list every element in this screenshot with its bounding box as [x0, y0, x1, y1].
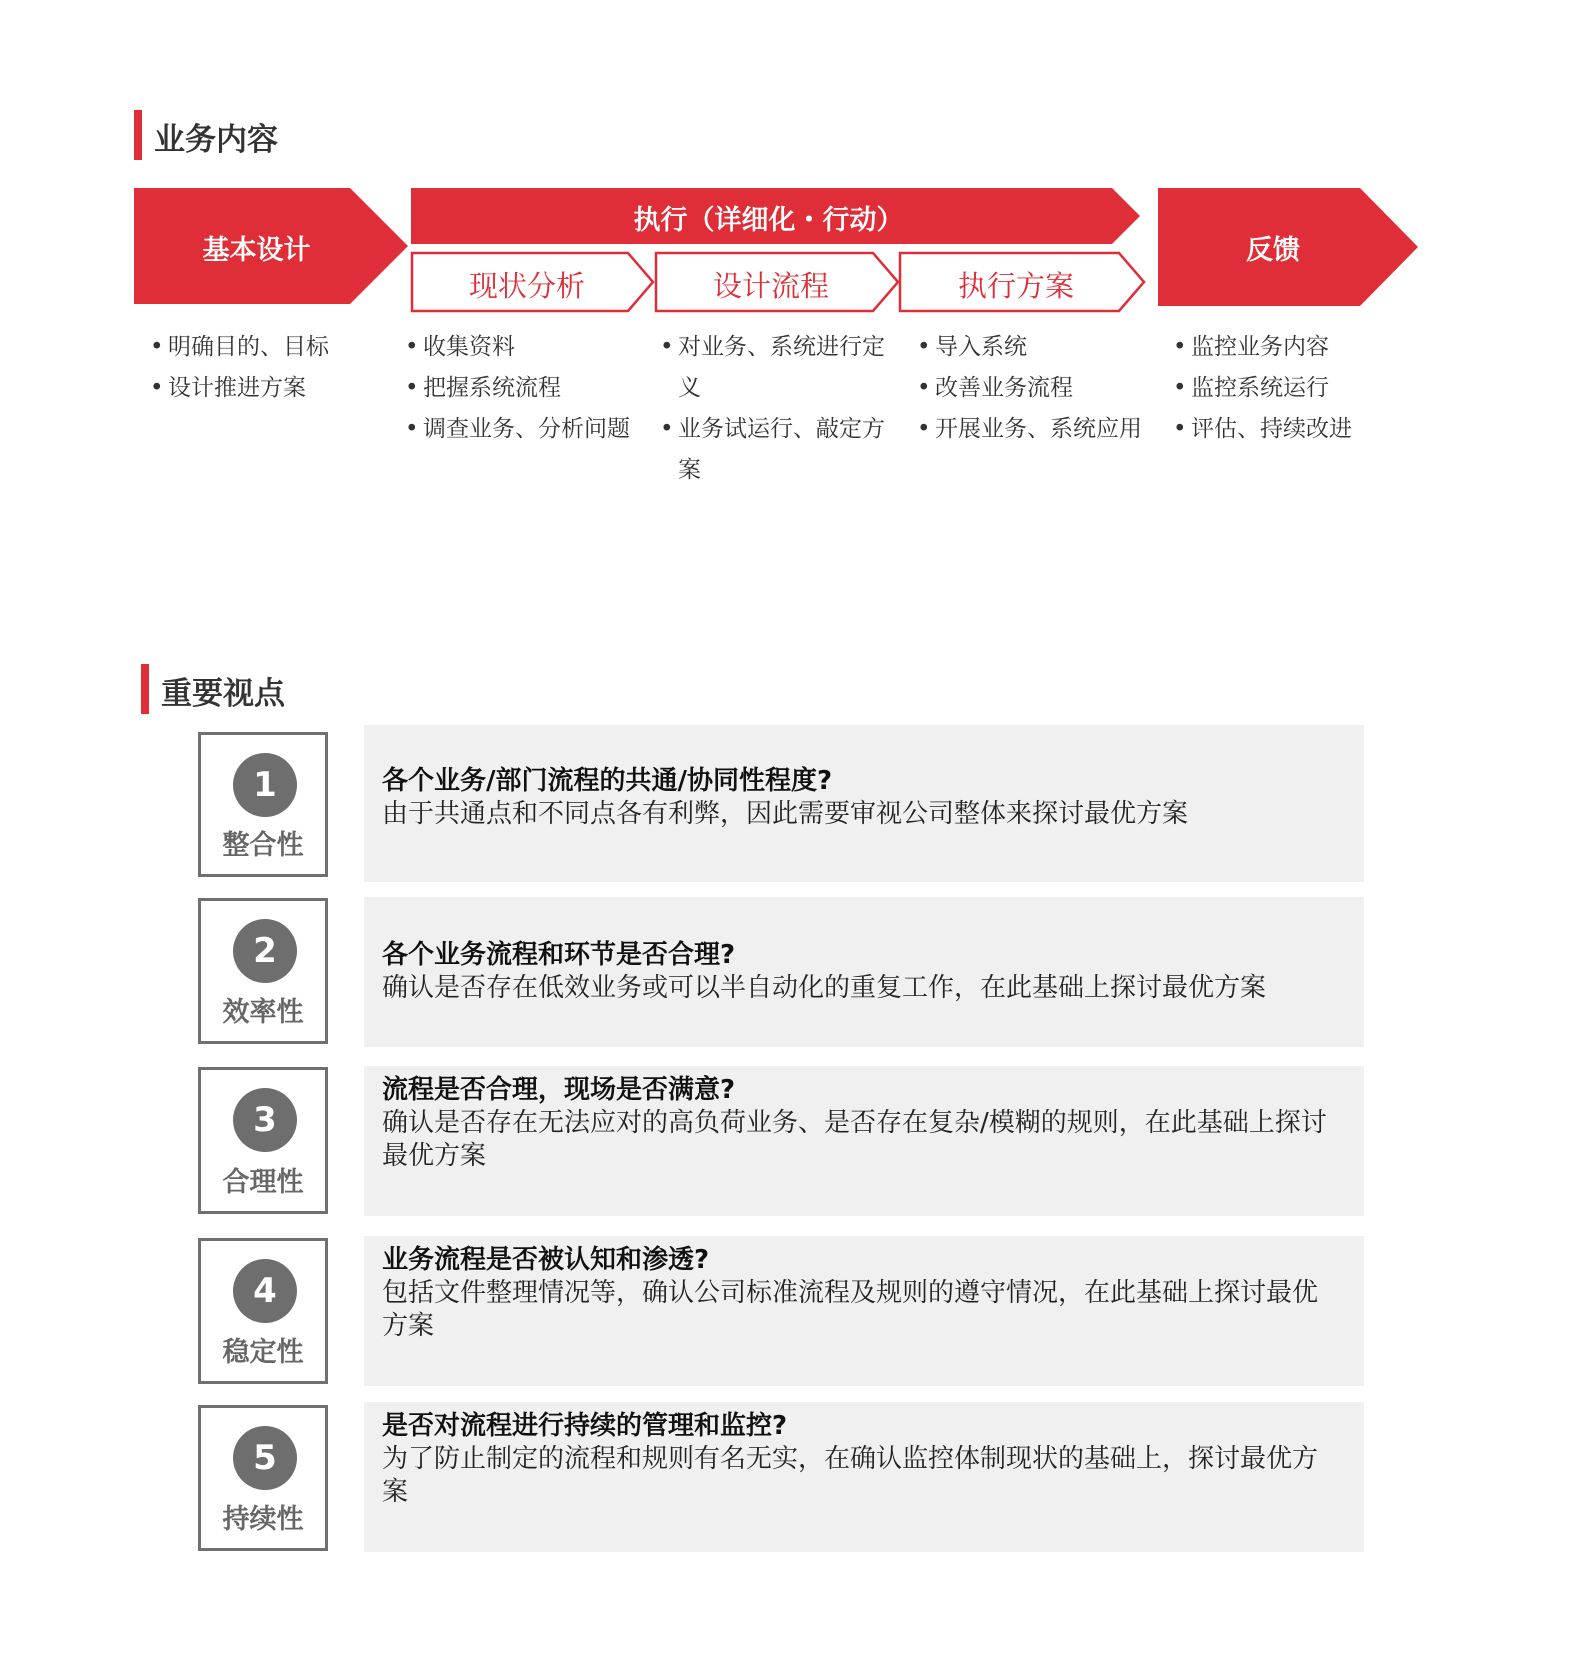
list-item: • 监控业务内容	[1173, 327, 1398, 368]
list-item: • 导入系统	[917, 327, 1162, 368]
viewpoint-question: 各个业务/部门流程的共通/协同性程度?	[382, 766, 833, 796]
viewpoint-question: 流程是否合理，现场是否满意?	[382, 1075, 736, 1105]
viewpoint-card-4	[198, 1238, 328, 1384]
viewpoint-description: 由于共通点和不同点各有利弊，因此需要审视公司整体来探讨最优方案	[382, 799, 1189, 829]
viewpoint-question: 是否对流程进行持续的管理和监控?	[382, 1411, 788, 1441]
viewpoint-name: 整合性	[222, 830, 304, 861]
viewpoint-number-badge: 3	[233, 1088, 297, 1152]
viewpoint-text	[382, 1074, 1342, 1173]
list-item: • 开展业务、系统应用	[917, 409, 1162, 450]
viewpoint-description: 确认是否存在无法应对的高负荷业务、是否存在复杂/模糊的规则，在此基础上探讨最优方案	[382, 1108, 1327, 1171]
viewpoint-detail-box-4	[364, 1236, 1364, 1386]
list-item: • 评估、持续改进	[1173, 409, 1398, 450]
viewpoint-number-badge: 2	[233, 919, 297, 983]
execution-label: 执行（详细化・行动）	[633, 205, 904, 236]
viewpoint-description: 为了防止制定的流程和规则有名无实，在确认监控体制现状的基础上，探讨最优方案	[382, 1444, 1319, 1507]
list-item: • 设计推进方案	[150, 368, 380, 409]
list-item: • 收集资料	[405, 327, 645, 368]
viewpoint-text	[382, 765, 1342, 831]
section-title-text: 业务内容	[154, 122, 278, 158]
viewpoint-detail-box-1	[364, 725, 1364, 882]
list-item: • 业务试运行、敲定方案	[660, 409, 892, 491]
viewpoint-description: 包括文件整理情况等，确认公司标准流程及规则的遵守情况，在此基础上探讨最优方案	[382, 1278, 1319, 1341]
viewpoint-number-badge: 4	[233, 1259, 297, 1323]
viewpoint-name: 合理性	[222, 1167, 304, 1198]
viewpoint-text	[382, 1244, 1342, 1343]
list-item: • 把握系统流程	[405, 368, 645, 409]
feedback-bullets	[1173, 327, 1398, 450]
basic-design-bullets	[150, 327, 380, 409]
list-item: • 对业务、系统进行定义	[660, 327, 892, 409]
execution-plan-bullets	[917, 327, 1162, 450]
list-item: • 明确目的、目标	[150, 327, 380, 368]
viewpoint-card-3	[198, 1067, 328, 1214]
viewpoint-description: 确认是否存在低效业务或可以半自动化的重复工作，在此基础上探讨最优方案	[382, 973, 1267, 1003]
viewpoint-name: 持续性	[222, 1504, 304, 1535]
current-analysis-bullets	[405, 327, 645, 450]
design-process-bullets	[660, 327, 892, 491]
viewpoint-name: 效率性	[222, 997, 304, 1028]
feedback-label: 反馈	[1246, 235, 1300, 266]
execution-plan-label: 执行方案	[957, 269, 1074, 303]
viewpoint-card-5	[198, 1405, 328, 1551]
basic-design-label: 基本设计	[202, 235, 311, 266]
viewpoint-text	[382, 939, 1342, 1005]
viewpoint-detail-box-3	[364, 1066, 1364, 1216]
viewpoint-text	[382, 1410, 1342, 1509]
section-title-text: 重要视点	[161, 676, 285, 712]
viewpoint-number-badge: 1	[233, 753, 297, 817]
viewpoint-detail-box-2	[364, 897, 1364, 1047]
section-title-bar	[141, 664, 149, 714]
viewpoint-question: 业务流程是否被认知和渗透?	[382, 1245, 710, 1275]
viewpoint-number-badge: 5	[233, 1426, 297, 1490]
viewpoint-question: 各个业务流程和环节是否合理?	[382, 940, 736, 970]
current-analysis-label: 现状分析	[468, 269, 585, 303]
design-process-label: 设计流程	[712, 269, 829, 303]
viewpoint-name: 稳定性	[222, 1337, 304, 1368]
viewpoint-card-2	[198, 898, 328, 1044]
viewpoint-detail-box-5	[364, 1402, 1364, 1552]
list-item: • 监控系统运行	[1173, 368, 1398, 409]
viewpoint-card-1	[198, 732, 328, 877]
list-item: • 调查业务、分析问题	[405, 409, 645, 450]
list-item: • 改善业务流程	[917, 368, 1162, 409]
